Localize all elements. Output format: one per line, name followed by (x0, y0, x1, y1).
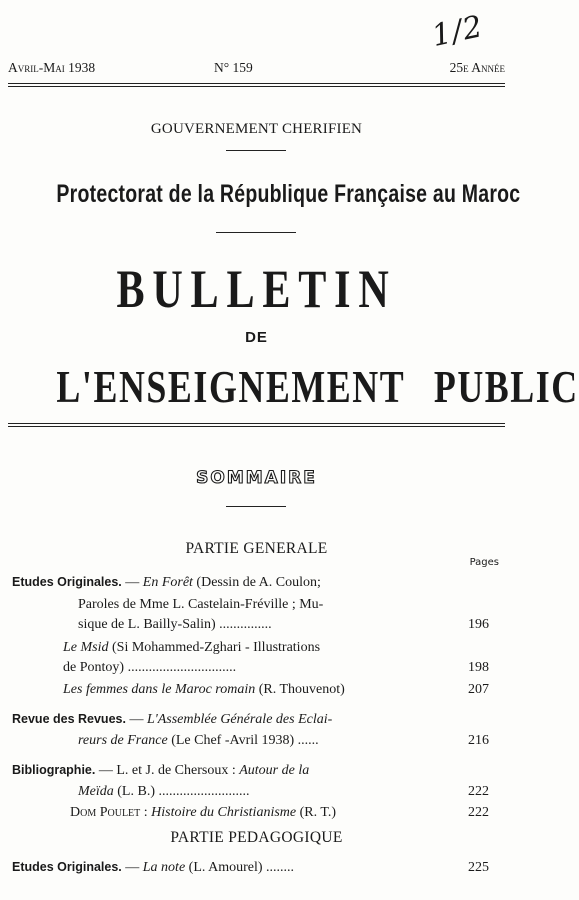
entry-title: Meïda (78, 784, 114, 799)
entry-title: Les femmes dans le Maroc romain (63, 682, 256, 697)
page-number: 225 (468, 860, 489, 875)
toc-entry-line: sique de L. Bailly-Salin) ............... (78, 617, 272, 632)
protectorat-title: Protectorat de la République Française au Maroc (56, 180, 521, 208)
de-word: DE (245, 329, 268, 346)
entry-title: Autour de la (239, 763, 310, 778)
toc-entry: Revue des Revues. — L'Assemblée Générale des Eclai- (12, 712, 333, 727)
toc-entry-line: de Pontoy) ............................... (63, 660, 237, 675)
toc-entry (63, 682, 345, 698)
entry-title: En Forêt (142, 575, 193, 590)
toc-entry (63, 640, 320, 656)
entry-author: L. et J. de Chersoux : (116, 763, 236, 778)
section-label: Etudes Originales. (12, 575, 122, 589)
entry-credit: (Si Mohammed-Zghari - Illustrations (112, 640, 321, 655)
partie-generale: PARTIE GENERALE (185, 540, 328, 557)
entry-credit: (R. T.) (299, 805, 337, 820)
issue-year: 25e Année (449, 60, 505, 75)
toc-entry-line: Paroles de Mme L. Castelain-Fréville ; Mu- (78, 597, 324, 612)
double-rule-top-2 (8, 86, 505, 87)
section-label: Bibliographie. (12, 763, 96, 777)
entry-credit: sique de L. Bailly-Salin) (78, 617, 216, 632)
toc-entry (70, 805, 336, 821)
handwritten-annotation: 1/2 (428, 9, 487, 54)
divider (226, 150, 286, 151)
entry-title: La note (142, 860, 186, 875)
toc-entry-line: Meïda (L. B.) .......................... (78, 784, 250, 799)
bulletin-title: BULLETIN (116, 259, 397, 319)
entry-credit: (L. B.) (117, 784, 155, 799)
page-number: 222 (468, 805, 489, 820)
section-label: Revue des Revues. (12, 712, 126, 726)
entry-title: L'Assemblée Générale des Eclai- (146, 712, 333, 727)
page-number: 207 (468, 682, 489, 697)
issue-number: N° 159 (214, 60, 253, 75)
issue-date: Avril-Mai 1938 (8, 60, 96, 75)
entry-credit: de Pontoy) (63, 660, 125, 675)
entry-title: reurs de France (78, 733, 168, 748)
page-number: 198 (468, 660, 489, 675)
entry-title: Le Msid (63, 640, 109, 655)
partie-pedagogique: PARTIE PEDAGOGIQUE (170, 829, 343, 846)
entry-credit: (R. Thouvenot) (258, 682, 345, 697)
toc-entry: Bibliographie. — L. et J. de Chersoux : Autour de la (12, 763, 310, 778)
sommaire-heading: SOMMAIRE (196, 468, 317, 488)
entry-credit: (L. Amourel) (188, 860, 263, 875)
double-rule-mid-2 (8, 426, 505, 427)
entry-title: Histoire du Christianisme (151, 805, 297, 820)
entry-credit: (Dessin de A. Coulon; (196, 575, 321, 590)
divider (216, 232, 296, 233)
toc-entry: Etudes Originales. — La note (L. Amourel) ........ (12, 860, 295, 875)
pages-label: Pages (469, 557, 499, 568)
divider (226, 506, 286, 507)
double-rule-mid (8, 423, 505, 424)
entry-author: Dom Poulet : (70, 805, 148, 820)
page-number: 216 (468, 733, 489, 748)
double-rule-top (8, 83, 505, 84)
government-title: GOUVERNEMENT CHERIFIEN (150, 121, 363, 137)
page-number: 196 (468, 617, 489, 632)
toc-entry: Etudes Originales. — En Forêt (Dessin de A. Coulon; (12, 575, 321, 590)
entry-credit: (Le Chef -Avril 1938) (171, 733, 295, 748)
enseignement-title: L'ENSEIGNEMENT PUBLIC (56, 361, 579, 412)
page-number: 222 (468, 784, 489, 799)
section-label: Etudes Originales. (12, 860, 122, 874)
toc-entry-line: reurs de France (Le Chef -Avril 1938) ...... (78, 733, 319, 748)
